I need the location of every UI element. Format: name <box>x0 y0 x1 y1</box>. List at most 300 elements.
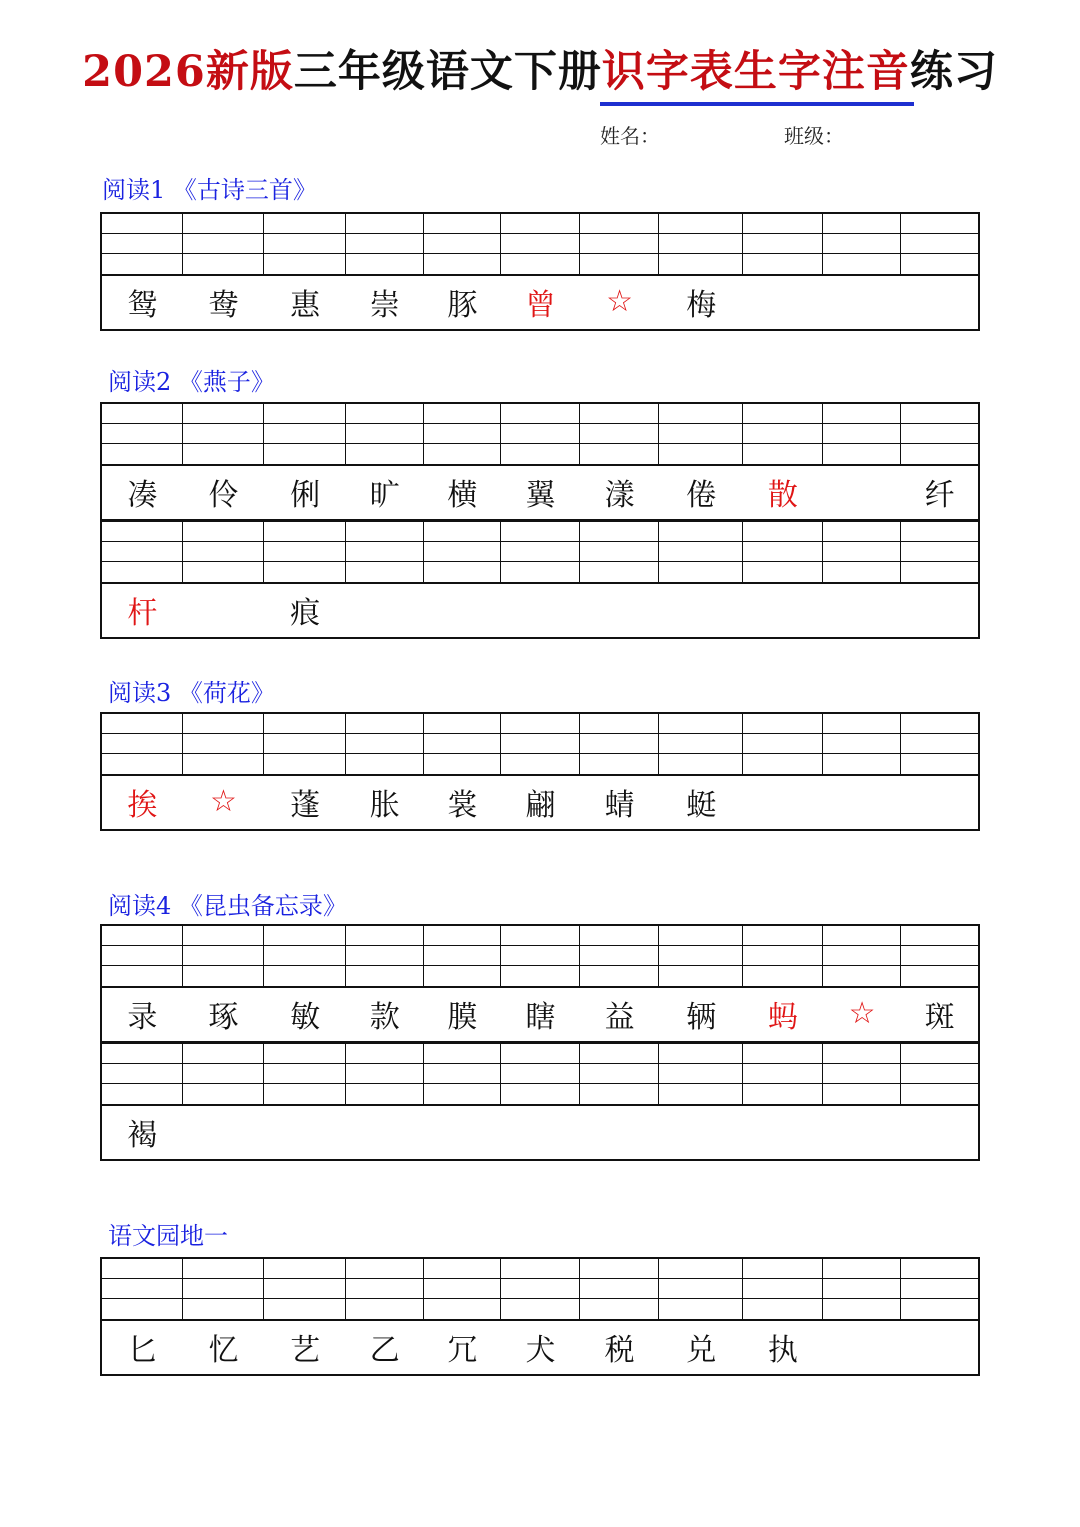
character-row <box>100 274 980 331</box>
pinyin-cell[interactable] <box>501 754 580 774</box>
title-highlight: 识字表生字注音 <box>602 44 910 100</box>
pinyin-cell[interactable] <box>424 1299 502 1319</box>
pinyin-cell[interactable] <box>823 1259 902 1278</box>
pinyin-cell[interactable] <box>743 734 823 753</box>
pinyin-cell[interactable] <box>659 542 743 561</box>
pinyin-cell[interactable] <box>424 562 502 582</box>
pinyin-cell[interactable] <box>501 542 580 561</box>
pinyin-cell[interactable] <box>823 1299 902 1319</box>
pinyin-cell[interactable] <box>901 754 978 774</box>
character-cell: 俐 <box>290 477 321 513</box>
character-cell: 蜻 <box>604 787 635 823</box>
pinyin-writing-grid[interactable] <box>100 924 980 988</box>
pinyin-cell[interactable] <box>183 562 265 582</box>
pinyin-cell[interactable] <box>346 254 424 274</box>
pinyin-cell[interactable] <box>346 946 424 965</box>
pinyin-cell[interactable] <box>580 522 660 541</box>
pinyin-cell[interactable] <box>424 714 502 733</box>
title-year: 2026新版 <box>82 47 294 97</box>
pinyin-cell[interactable] <box>580 562 660 582</box>
pinyin-cell[interactable] <box>346 444 424 464</box>
pinyin-cell[interactable] <box>102 946 183 965</box>
pinyin-cell[interactable] <box>901 1299 978 1319</box>
pinyin-guide-line <box>102 714 978 734</box>
pinyin-cell[interactable] <box>501 522 580 541</box>
pinyin-cell[interactable] <box>659 966 743 986</box>
pinyin-cell[interactable] <box>501 1064 580 1083</box>
pinyin-cell[interactable] <box>183 1279 265 1298</box>
character-cell <box>901 1104 978 1159</box>
pinyin-cell[interactable] <box>183 542 265 561</box>
character-cell: 胀 <box>369 787 400 823</box>
pinyin-cell[interactable] <box>580 714 660 733</box>
pinyin-cell[interactable] <box>580 926 660 945</box>
character-cell: 鸯 <box>208 287 239 323</box>
pinyin-cell[interactable] <box>346 424 424 443</box>
pinyin-cell[interactable] <box>823 946 902 965</box>
pinyin-cell[interactable] <box>659 1279 743 1298</box>
pinyin-cell[interactable] <box>659 214 743 233</box>
pinyin-cell[interactable] <box>424 754 502 774</box>
pinyin-cell[interactable] <box>580 404 660 423</box>
character-cell <box>901 774 978 829</box>
pinyin-cell[interactable] <box>823 234 902 253</box>
pinyin-cell[interactable] <box>346 562 424 582</box>
pinyin-writing-grid[interactable] <box>100 520 980 584</box>
pinyin-cell[interactable] <box>743 562 823 582</box>
pinyin-cell[interactable] <box>102 1064 183 1083</box>
character-cell: 翼 <box>525 477 556 513</box>
pinyin-cell[interactable] <box>901 966 978 986</box>
pinyin-cell[interactable] <box>183 444 265 464</box>
section-title: 语文园地一 <box>108 1222 228 1250</box>
pinyin-cell[interactable] <box>183 966 265 986</box>
character-cell <box>901 1319 978 1374</box>
pinyin-cell[interactable] <box>823 754 902 774</box>
title-practice: 练习 <box>909 47 998 97</box>
pinyin-cell[interactable] <box>102 234 183 253</box>
pinyin-cell[interactable] <box>346 754 424 774</box>
pinyin-cell[interactable] <box>901 714 978 733</box>
pinyin-cell[interactable] <box>501 562 580 582</box>
pinyin-cell[interactable] <box>659 926 743 945</box>
pinyin-cell[interactable] <box>264 714 346 733</box>
pinyin-cell[interactable] <box>424 254 502 274</box>
pinyin-cell[interactable] <box>743 926 823 945</box>
pinyin-cell[interactable] <box>580 946 660 965</box>
pinyin-cell[interactable] <box>580 214 660 233</box>
pinyin-cell[interactable] <box>580 254 660 274</box>
pinyin-cell[interactable] <box>183 1299 265 1319</box>
pinyin-cell[interactable] <box>823 444 902 464</box>
pinyin-cell[interactable] <box>659 254 743 274</box>
pinyin-cell[interactable] <box>102 562 183 582</box>
pinyin-cell[interactable] <box>264 754 346 774</box>
pinyin-cell[interactable] <box>424 522 502 541</box>
character-cell: 乙 <box>369 1332 400 1368</box>
pinyin-cell[interactable] <box>743 1299 823 1319</box>
section-title: 阅读1 《古诗三首》 <box>102 176 317 204</box>
pinyin-cell[interactable] <box>823 1064 902 1083</box>
pinyin-cell[interactable] <box>580 1044 660 1063</box>
pinyin-cell[interactable] <box>183 214 265 233</box>
pinyin-cell[interactable] <box>264 424 346 443</box>
pinyin-cell[interactable] <box>901 234 978 253</box>
pinyin-cell[interactable] <box>424 966 502 986</box>
pinyin-cell[interactable] <box>424 1279 502 1298</box>
pinyin-cell[interactable] <box>580 966 660 986</box>
pinyin-cell[interactable] <box>901 214 978 233</box>
pinyin-cell[interactable] <box>102 1279 183 1298</box>
pinyin-cell[interactable] <box>264 1259 346 1278</box>
pinyin-cell[interactable] <box>102 714 183 733</box>
pinyin-cell[interactable] <box>501 946 580 965</box>
pinyin-cell[interactable] <box>346 734 424 753</box>
character-cell: 痕 <box>290 595 321 631</box>
pinyin-cell[interactable] <box>659 1259 743 1278</box>
pinyin-cell[interactable] <box>659 404 743 423</box>
pinyin-cell[interactable] <box>102 1084 183 1104</box>
character-cell: 豚 <box>447 287 478 323</box>
pinyin-cell[interactable] <box>264 404 346 423</box>
pinyin-cell[interactable] <box>501 444 580 464</box>
pinyin-cell[interactable] <box>901 1044 978 1063</box>
pinyin-cell[interactable] <box>102 734 183 753</box>
character-cell: 曾 <box>525 287 556 323</box>
pinyin-cell[interactable] <box>264 966 346 986</box>
pinyin-cell[interactable] <box>264 734 346 753</box>
pinyin-cell[interactable] <box>743 404 823 423</box>
pinyin-cell[interactable] <box>501 214 580 233</box>
character-row <box>100 464 980 521</box>
pinyin-cell[interactable] <box>346 522 424 541</box>
pinyin-writing-grid[interactable] <box>100 212 980 276</box>
pinyin-cell[interactable] <box>501 254 580 274</box>
pinyin-guide-line <box>102 522 978 542</box>
pinyin-cell[interactable] <box>424 1064 502 1083</box>
pinyin-cell[interactable] <box>183 946 265 965</box>
section-title: 阅读4 《昆虫备忘录》 <box>108 892 347 920</box>
pinyin-cell[interactable] <box>659 234 743 253</box>
pinyin-cell[interactable] <box>264 926 346 945</box>
pinyin-cell[interactable] <box>659 1064 743 1083</box>
pinyin-cell[interactable] <box>183 734 265 753</box>
pinyin-cell[interactable] <box>346 926 424 945</box>
pinyin-cell[interactable] <box>346 1279 424 1298</box>
pinyin-cell[interactable] <box>424 926 502 945</box>
pinyin-cell[interactable] <box>424 444 502 464</box>
pinyin-cell[interactable] <box>102 214 183 233</box>
pinyin-cell[interactable] <box>580 424 660 443</box>
pinyin-cell[interactable] <box>102 754 183 774</box>
pinyin-cell[interactable] <box>264 522 346 541</box>
pinyin-cell[interactable] <box>659 754 743 774</box>
pinyin-cell[interactable] <box>823 562 902 582</box>
pinyin-cell[interactable] <box>264 254 346 274</box>
pinyin-cell[interactable] <box>264 1064 346 1083</box>
pinyin-cell[interactable] <box>743 1064 823 1083</box>
character-cell: 艺 <box>290 1332 321 1368</box>
pinyin-cell[interactable] <box>580 234 660 253</box>
pinyin-cell[interactable] <box>823 214 902 233</box>
pinyin-cell[interactable] <box>659 424 743 443</box>
character-cell: 挨 <box>127 787 158 823</box>
pinyin-cell[interactable] <box>102 404 183 423</box>
worksheet-title <box>0 44 1080 100</box>
pinyin-cell[interactable] <box>743 946 823 965</box>
character-row <box>100 1319 980 1376</box>
pinyin-cell[interactable] <box>346 1259 424 1278</box>
pinyin-cell[interactable] <box>183 254 265 274</box>
pinyin-cell[interactable] <box>346 234 424 253</box>
pinyin-guide-line <box>102 1084 978 1104</box>
character-row <box>100 582 980 639</box>
pinyin-cell[interactable] <box>264 562 346 582</box>
character-cell <box>580 582 660 637</box>
pinyin-cell[interactable] <box>823 926 902 945</box>
pinyin-cell[interactable] <box>183 404 265 423</box>
pinyin-cell[interactable] <box>580 542 660 561</box>
character-cell: 兑 <box>686 1332 717 1368</box>
pinyin-cell[interactable] <box>183 1084 265 1104</box>
pinyin-cell[interactable] <box>501 1279 580 1298</box>
pinyin-cell[interactable] <box>183 754 265 774</box>
pinyin-cell[interactable] <box>659 714 743 733</box>
pinyin-cell[interactable] <box>901 444 978 464</box>
character-cell: 鸳 <box>127 287 158 323</box>
character-cell: 旷 <box>369 477 400 513</box>
pinyin-cell[interactable] <box>901 254 978 274</box>
pinyin-cell[interactable] <box>659 562 743 582</box>
character-row <box>100 774 980 831</box>
character-cell: 犬 <box>525 1332 556 1368</box>
pinyin-cell[interactable] <box>264 234 346 253</box>
title-grade: 三年级语文下册 <box>293 47 602 97</box>
pinyin-cell[interactable] <box>424 1044 502 1063</box>
pinyin-cell[interactable] <box>743 1084 823 1104</box>
pinyin-cell[interactable] <box>264 542 346 561</box>
pinyin-cell[interactable] <box>823 542 902 561</box>
pinyin-cell[interactable] <box>183 714 265 733</box>
pinyin-cell[interactable] <box>743 424 823 443</box>
character-cell: 蜓 <box>686 787 717 823</box>
pinyin-cell[interactable] <box>743 966 823 986</box>
character-cell: 益 <box>604 999 635 1035</box>
pinyin-cell[interactable] <box>102 966 183 986</box>
pinyin-cell[interactable] <box>346 966 424 986</box>
pinyin-cell[interactable] <box>183 234 265 253</box>
pinyin-cell[interactable] <box>102 522 183 541</box>
pinyin-cell[interactable] <box>823 1044 902 1063</box>
pinyin-cell[interactable] <box>424 214 502 233</box>
pinyin-cell[interactable] <box>901 946 978 965</box>
pinyin-cell[interactable] <box>346 214 424 233</box>
class-label: 班级： <box>784 124 844 148</box>
pinyin-cell[interactable] <box>501 1259 580 1278</box>
pinyin-cell[interactable] <box>264 946 346 965</box>
pinyin-writing-grid[interactable] <box>100 712 980 776</box>
pinyin-cell[interactable] <box>346 714 424 733</box>
pinyin-guide-line <box>102 424 978 444</box>
pinyin-cell[interactable] <box>901 1084 978 1104</box>
pinyin-cell[interactable] <box>102 1044 183 1063</box>
character-cell <box>659 1104 743 1159</box>
pinyin-cell[interactable] <box>901 562 978 582</box>
pinyin-cell[interactable] <box>823 1279 902 1298</box>
pinyin-cell[interactable] <box>659 946 743 965</box>
pinyin-cell[interactable] <box>501 966 580 986</box>
pinyin-writing-grid[interactable] <box>100 1257 980 1321</box>
pinyin-cell[interactable] <box>743 444 823 464</box>
pinyin-cell[interactable] <box>580 734 660 753</box>
pinyin-cell[interactable] <box>102 1299 183 1319</box>
pinyin-cell[interactable] <box>264 1299 346 1319</box>
pinyin-guide-line <box>102 234 978 254</box>
pinyin-cell[interactable] <box>264 1044 346 1063</box>
pinyin-cell[interactable] <box>580 754 660 774</box>
pinyin-cell[interactable] <box>424 404 502 423</box>
pinyin-cell[interactable] <box>264 214 346 233</box>
pinyin-guide-line <box>102 254 978 274</box>
pinyin-cell[interactable] <box>424 1084 502 1104</box>
pinyin-cell[interactable] <box>346 1044 424 1063</box>
pinyin-cell[interactable] <box>901 734 978 753</box>
pinyin-cell[interactable] <box>659 1044 743 1063</box>
pinyin-cell[interactable] <box>501 714 580 733</box>
pinyin-cell[interactable] <box>823 424 902 443</box>
pinyin-cell[interactable] <box>901 542 978 561</box>
pinyin-cell[interactable] <box>102 424 183 443</box>
pinyin-cell[interactable] <box>424 1259 502 1278</box>
pinyin-cell[interactable] <box>580 1259 660 1278</box>
pinyin-writing-grid[interactable] <box>100 402 980 466</box>
pinyin-cell[interactable] <box>901 404 978 423</box>
pinyin-cell[interactable] <box>501 404 580 423</box>
pinyin-cell[interactable] <box>580 444 660 464</box>
pinyin-cell[interactable] <box>823 714 902 733</box>
pinyin-cell[interactable] <box>580 1084 660 1104</box>
pinyin-cell[interactable] <box>659 1084 743 1104</box>
pinyin-cell[interactable] <box>743 214 823 233</box>
pinyin-cell[interactable] <box>346 1064 424 1083</box>
pinyin-cell[interactable] <box>743 1044 823 1063</box>
pinyin-cell[interactable] <box>102 1259 183 1278</box>
pinyin-cell[interactable] <box>501 424 580 443</box>
pinyin-cell[interactable] <box>183 522 265 541</box>
pinyin-cell[interactable] <box>183 1259 265 1278</box>
character-cell: 漾 <box>604 477 635 513</box>
pinyin-cell[interactable] <box>346 1299 424 1319</box>
character-cell: 凑 <box>127 477 158 513</box>
pinyin-cell[interactable] <box>424 542 502 561</box>
pinyin-cell[interactable] <box>823 404 902 423</box>
character-cell: 冗 <box>447 1332 478 1368</box>
pinyin-cell[interactable] <box>743 1279 823 1298</box>
pinyin-cell[interactable] <box>264 1084 346 1104</box>
character-cell: 伶 <box>208 477 239 513</box>
pinyin-cell[interactable] <box>346 542 424 561</box>
pinyin-cell[interactable] <box>580 1279 660 1298</box>
pinyin-cell[interactable] <box>501 926 580 945</box>
character-cell: 杆 <box>127 595 158 631</box>
pinyin-cell[interactable] <box>901 926 978 945</box>
pinyin-cell[interactable] <box>102 444 183 464</box>
pinyin-cell[interactable] <box>580 1299 660 1319</box>
pinyin-cell[interactable] <box>743 542 823 561</box>
pinyin-cell[interactable] <box>264 1279 346 1298</box>
character-cell <box>823 274 902 329</box>
pinyin-cell[interactable] <box>424 424 502 443</box>
pinyin-guide-line <box>102 734 978 754</box>
pinyin-cell[interactable] <box>901 522 978 541</box>
pinyin-cell[interactable] <box>580 1064 660 1083</box>
pinyin-cell[interactable] <box>743 754 823 774</box>
pinyin-cell[interactable] <box>901 1064 978 1083</box>
pinyin-cell[interactable] <box>659 1299 743 1319</box>
character-cell: 瞎 <box>525 999 556 1035</box>
pinyin-cell[interactable] <box>901 1279 978 1298</box>
pinyin-guide-line <box>102 1044 978 1064</box>
star-icon: ☆ <box>848 996 876 1031</box>
pinyin-cell[interactable] <box>743 1259 823 1278</box>
character-cell <box>743 582 823 637</box>
pinyin-cell[interactable] <box>743 714 823 733</box>
pinyin-cell[interactable] <box>346 1084 424 1104</box>
pinyin-cell[interactable] <box>659 734 743 753</box>
pinyin-cell[interactable] <box>823 966 902 986</box>
pinyin-cell[interactable] <box>901 424 978 443</box>
pinyin-cell[interactable] <box>823 1084 902 1104</box>
character-cell <box>823 464 902 519</box>
pinyin-cell[interactable] <box>264 444 346 464</box>
pinyin-cell[interactable] <box>424 734 502 753</box>
character-cell: 录 <box>127 999 158 1035</box>
pinyin-cell[interactable] <box>501 734 580 753</box>
pinyin-guide-line <box>102 1299 978 1319</box>
pinyin-cell[interactable] <box>424 946 502 965</box>
pinyin-cell[interactable] <box>183 424 265 443</box>
pinyin-cell[interactable] <box>501 234 580 253</box>
pinyin-writing-grid[interactable] <box>100 1042 980 1106</box>
pinyin-cell[interactable] <box>501 1044 580 1063</box>
pinyin-cell[interactable] <box>424 234 502 253</box>
pinyin-cell[interactable] <box>743 254 823 274</box>
pinyin-cell[interactable] <box>183 926 265 945</box>
pinyin-cell[interactable] <box>102 926 183 945</box>
pinyin-cell[interactable] <box>346 404 424 423</box>
pinyin-cell[interactable] <box>102 542 183 561</box>
pinyin-cell[interactable] <box>823 254 902 274</box>
character-cell <box>823 1319 902 1374</box>
pinyin-cell[interactable] <box>823 522 902 541</box>
pinyin-cell[interactable] <box>743 234 823 253</box>
pinyin-cell[interactable] <box>743 522 823 541</box>
pinyin-cell[interactable] <box>659 522 743 541</box>
character-cell: 膜 <box>447 999 478 1035</box>
pinyin-cell[interactable] <box>183 1044 265 1063</box>
pinyin-cell[interactable] <box>901 1259 978 1278</box>
pinyin-cell[interactable] <box>659 444 743 464</box>
pinyin-guide-line <box>102 562 978 582</box>
pinyin-cell[interactable] <box>183 1064 265 1083</box>
pinyin-cell[interactable] <box>823 734 902 753</box>
character-cell: 敏 <box>290 999 321 1035</box>
character-cell <box>501 1104 580 1159</box>
pinyin-guide-line <box>102 404 978 424</box>
pinyin-cell[interactable] <box>501 1084 580 1104</box>
pinyin-cell[interactable] <box>102 254 183 274</box>
pinyin-cell[interactable] <box>501 1299 580 1319</box>
